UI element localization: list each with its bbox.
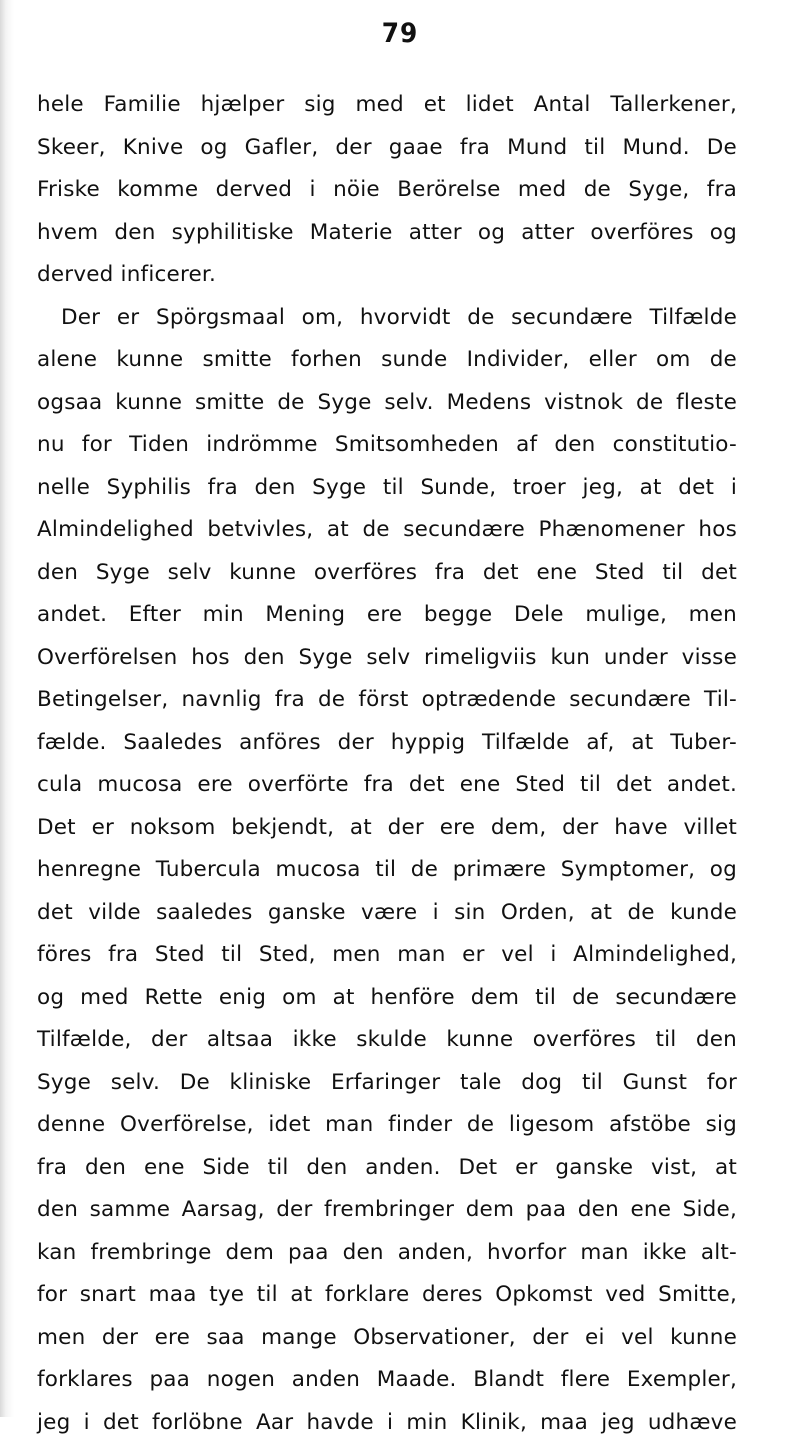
text-line: den samme Aarsag, der frembringer dem paa den ene Side,	[37, 1189, 737, 1232]
text-line: Overförelsen hos den Syge selv rimeligviis kun under visse	[37, 637, 737, 680]
text-line: Betingelser, navnlig fra de först optrædende secundære Til-	[37, 679, 737, 722]
text-line: hele Familie hjælper sig med et lidet Antal Tallerkener,	[37, 84, 737, 127]
text-line: Skeer, Knive og Gafler, der gaae fra Mund til Mund. De	[37, 127, 737, 170]
text-line: ogsaa kunne smitte de Syge selv. Medens vistnok de fleste	[37, 382, 737, 425]
text-line: Almindelighed betvivles, at de secundære Phænomener hos	[37, 509, 737, 552]
text-line: Der er Spörgsmaal om, hvorvidt de secundære Tilfælde	[37, 297, 737, 340]
text-line: cula mucosa ere overförte fra det ene Sted til det andet.	[37, 764, 737, 807]
text-line: Friske komme derved i nöie Berörelse med de Syge, fra	[37, 169, 737, 212]
text-line: Det er noksom bekjendt, at der ere dem, der have villet	[37, 807, 737, 850]
page-binding-edge	[0, 0, 14, 1417]
body-text	[37, 84, 737, 1444]
text-line: nu for Tiden indrömme Smitsomheden af den constitutio-	[37, 424, 737, 467]
text-line: derved inficerer.	[37, 254, 737, 297]
text-line: andet. Efter min Mening ere begge Dele mulige, men	[37, 594, 737, 637]
text-line: Syge selv. De kliniske Erfaringer tale dog til Gunst for	[37, 1062, 737, 1105]
text-line: men der ere saa mange Observationer, der ei vel kunne	[37, 1317, 737, 1360]
text-line: forklares paa nogen anden Maade. Blandt flere Exempler,	[37, 1359, 737, 1402]
text-line: denne Overförelse, idet man finder de ligesom afstöbe sig	[37, 1104, 737, 1147]
text-line: Tilfælde, der altsaa ikke skulde kunne overföres til den	[37, 1019, 737, 1062]
text-line: det vilde saaledes ganske være i sin Orden, at de kunde	[37, 892, 737, 935]
text-line: og med Rette enig om at henföre dem til de secundære	[37, 977, 737, 1020]
page-number: 79	[32, 18, 768, 49]
text-line: alene kunne smitte forhen sunde Individer, eller om de	[37, 339, 737, 382]
text-line: for snart maa tye til at forklare deres Opkomst ved Smitte,	[37, 1274, 737, 1317]
text-line: kan frembringe dem paa den anden, hvorfor man ikke alt-	[37, 1232, 737, 1275]
text-line: nelle Syphilis fra den Syge til Sunde, troer jeg, at det i	[37, 467, 737, 510]
text-line: den Syge selv kunne overföres fra det ene Sted til det	[37, 552, 737, 595]
text-line: jeg i det forlöbne Aar havde i min Klinik, maa jeg udhæve	[37, 1402, 737, 1444]
text-line: hvem den syphilitiske Materie atter og atter overföres og	[37, 212, 737, 255]
text-line: fra den ene Side til den anden. Det er ganske vist, at	[37, 1147, 737, 1190]
text-line: henregne Tubercula mucosa til de primære Symptomer, og	[37, 849, 737, 892]
text-line: föres fra Sted til Sted, men man er vel i Almindelighed,	[37, 934, 737, 977]
text-line: fælde. Saaledes anföres der hyppig Tilfælde af, at Tuber-	[37, 722, 737, 765]
